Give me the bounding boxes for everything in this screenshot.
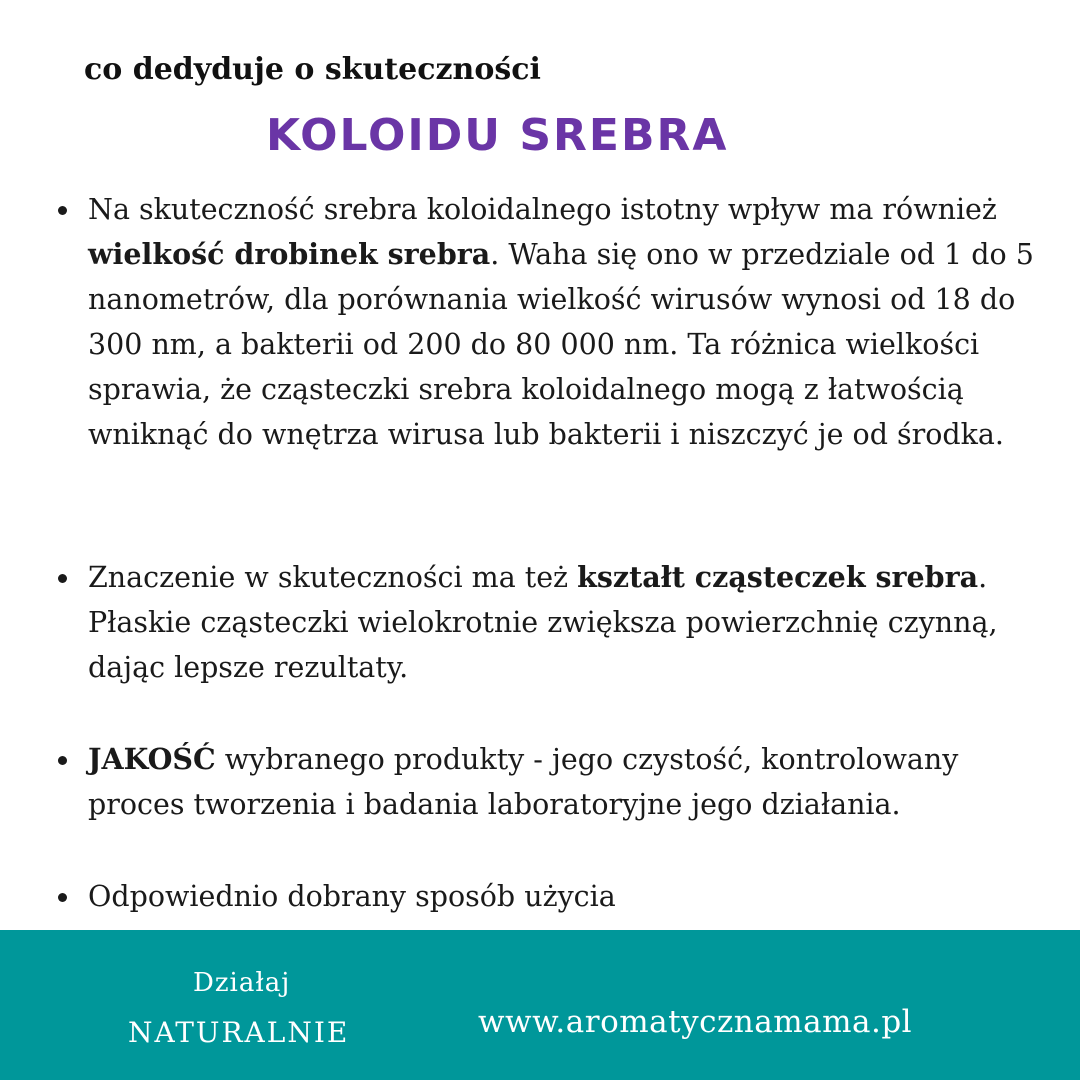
bullet-text: . Płaskie cząsteczki wielokrotnie zwiększa powierzchnię czynną, dając lepsze rezultaty.: [88, 561, 998, 684]
bullet-item-particle-shape: [88, 555, 1048, 690]
footer-slogan-line1: Działaj: [193, 968, 291, 998]
footer-slogan-line2: NATURALNIE: [128, 1016, 350, 1049]
bullet-text: Na skuteczność srebra koloidalnego istotny wpływ ma również: [88, 193, 997, 226]
website-link[interactable]: www.aromatycznamama.pl: [478, 1004, 913, 1040]
bullet-text: Odpowiednio dobrany sposób użycia: [88, 880, 616, 913]
subtitle: co dedyduje o skuteczności: [84, 52, 541, 87]
bullet-text: wybranego produkty - jego czystość, kontrolowany proces tworzenia i badania laboratoryjne jego działania.: [88, 743, 959, 821]
bullet-item-usage: [88, 874, 1048, 919]
bullet-bold-text: kształt cząsteczek srebra: [577, 560, 979, 594]
bullet-text: . Waha się ono w przedziale od 1 do 5 nanometrów, dla porównania wielkość wirusów wynosi od 18 do 300 nm, a bakterii od 200 do 80 000 nm. Ta różnica wielkości sprawia, że cząsteczki srebra koloidalnego mogą z łatwością wniknąć do wnętrza wirusa lub bakterii i niszczyć je od środka.: [88, 238, 1034, 451]
bullet-item-quality: [88, 737, 1048, 827]
bullet-item-particle-size: [88, 187, 1048, 457]
bullet-bold-text: wielkość drobinek srebra: [88, 237, 491, 271]
bullet-text: Znaczenie w skuteczności ma też: [88, 561, 578, 594]
footer-banner: [0, 930, 1080, 1080]
bullet-bold-text: JAKOŚĆ: [88, 742, 216, 776]
page-title: KOLOIDU SREBRA: [266, 110, 729, 161]
